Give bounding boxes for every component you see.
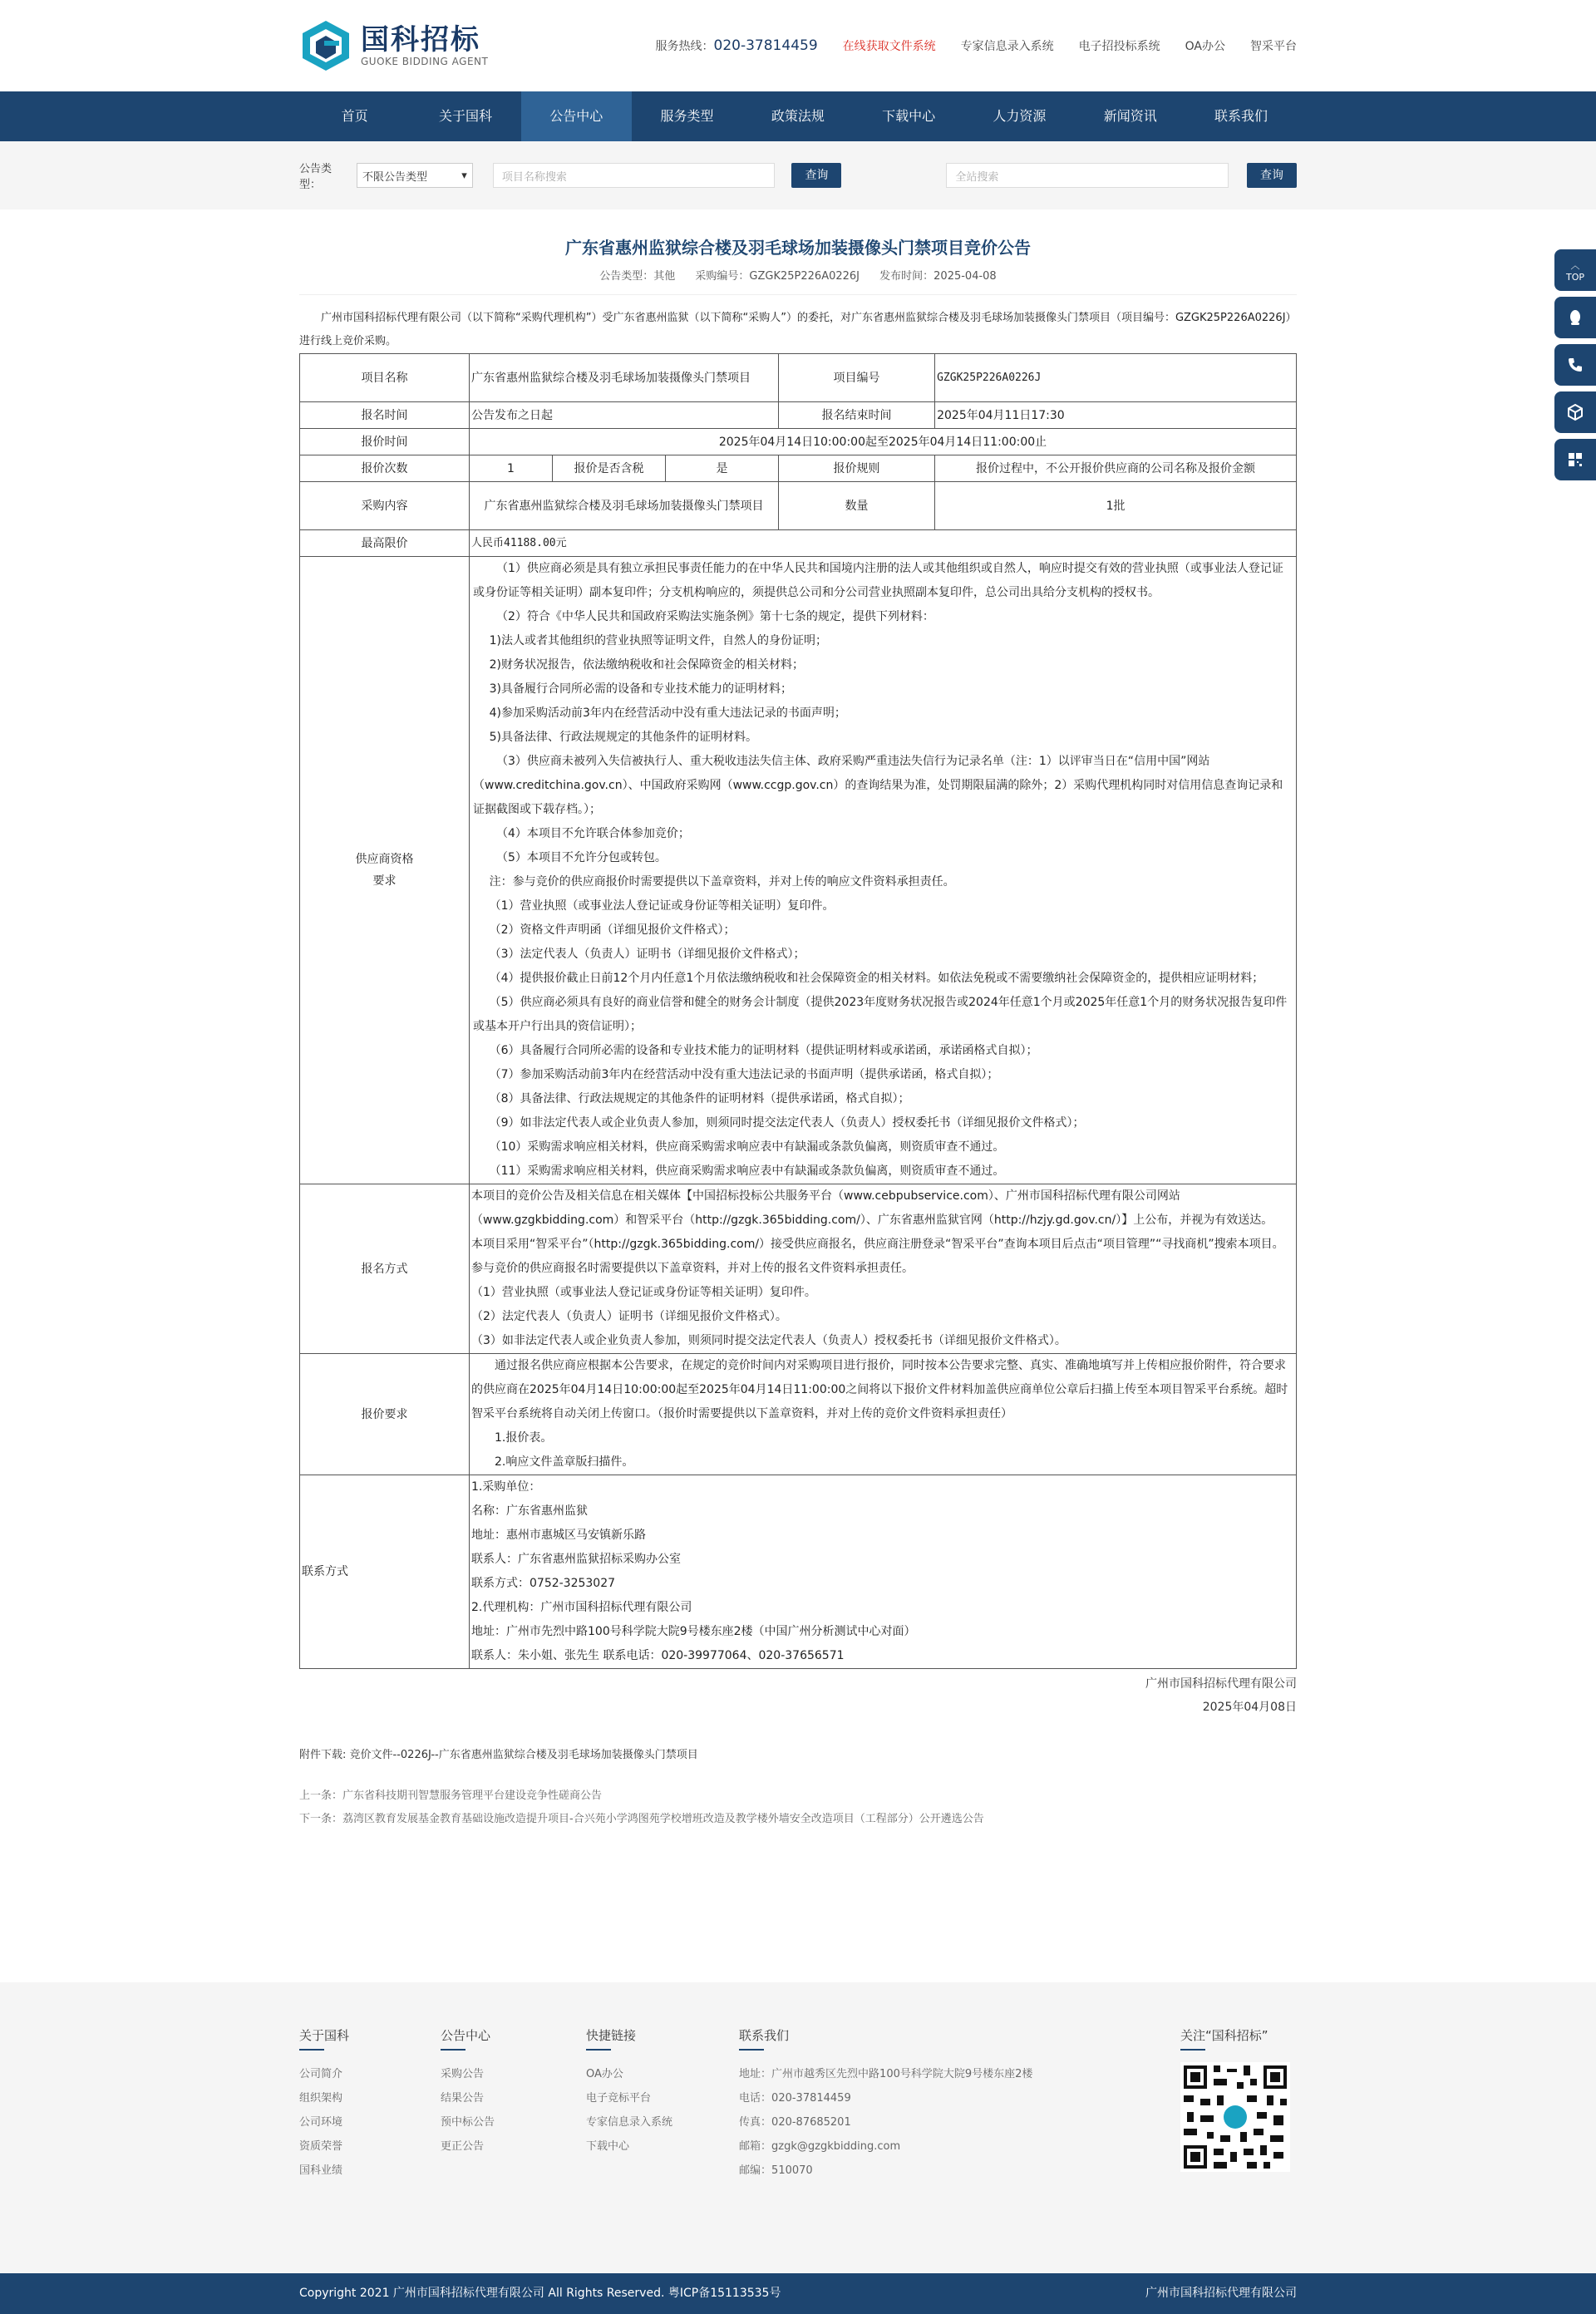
bottom-bar [0,2273,1596,2314]
logo-cn: 国科招标 [361,23,480,57]
contact-line: 2.代理机构：广州市国科招标代理有限公司 [471,1601,692,1614]
req-item: （5）供应商必须具有良好的商业信誉和健全的财务会计制度（提供2023年度财务状况报告或2024年任意1个月或2025年任意1个月的财务状况报告复印件或基本开户行出具的资信证明）； [473,996,1288,1033]
cell-quote-time: 2025年04月14日10:00:00起至2025年04月14日11:00:00止 [470,429,1297,455]
cell-contact-label: 联系方式 [300,1475,470,1669]
link-zhicai[interactable]: 智采平台 [1250,40,1297,53]
link-online-file[interactable]: 在线获取文件系统 [842,40,936,53]
footer-col-notice [441,2026,495,2183]
query-button[interactable]: 查询 [791,163,841,188]
site-search-input[interactable]: 全站搜索 [946,163,1229,188]
project-name-input[interactable]: 项目名称搜索 [493,163,776,188]
attach-file-link[interactable]: 竞价文件--0226J--广东省惠州监狱综合楼及羽毛球场加装摄像头门禁项目 [349,1749,698,1761]
cell-project-name-label: 项目名称 [300,354,470,402]
meta-type: 公告类型：其他 [599,270,676,283]
footer-link[interactable]: 公司环境 [299,2116,343,2129]
req-item: （9）如非法定代表人或企业负责人参加，则须同时提交法定代表人（负责人）授权委托书（详细见报价文件格式）； [489,1116,1085,1130]
signup-method-item: （1）营业执照（或事业法人登记证或身份证等相关证明）复印件。 [471,1286,816,1299]
intro-text: 广州市国科招标代理有限公司（以下简称“采购代理机构”）受广东省惠州监狱（以下简称“采购人”）的委托，对广东省惠州监狱综合楼及羽毛球场加装摄像头门禁项目（项目编号：GZGK25P226A0226J）进行线上竞价采购。 [299,294,1297,353]
meta-date: 发布时间：2025-04-08 [879,270,997,283]
footer-fax: 传真：020-87685201 [739,2116,851,2129]
cell-project-no-label: 项目编号 [779,354,935,402]
req-item: （1）营业执照（或事业法人登记证或身份证等相关证明）复印件。 [489,899,835,913]
req-item: （6）具备履行合同所必需的设备和专业技术能力的证明材料（提供证明材料或承诺函，承诺函格式自拟）； [489,1044,1038,1057]
req-item: （4）本项目不允许联合体参加竞价； [496,827,690,840]
cell-qty-label: 数量 [779,482,935,530]
link-oa[interactable]: OA办公 [1185,40,1225,53]
cell-tax: 是 [666,455,779,482]
req-item: 5)具备法律、行政法规规定的其他条件的证明材料。 [489,731,757,744]
nav-policy[interactable]: 政策法规 [771,108,825,124]
req-item: 注：参与竞价的供应商报价时需要提供以下盖章资料，并对上传的响应文件资料承担责任。 [489,875,955,889]
nav-download[interactable]: 下载中心 [882,108,936,124]
cell-qty: 1批 [935,482,1297,530]
contact-line: 联系方式：0752-3253027 [471,1577,616,1590]
req-item: （3）供应商未被列入失信被执行人、重大税收违法失信主体、政府采购严重违法失信行为记录名单（注：1）以评审当日在“信用中国”网站（www.creditchina.gov.cn）、中国政府采购网（www.ccgp.gov.cn）的查询结果为准，处罚期限届满的除外；2）采购代理机构同时对信用信息查询记录和证据截图或下载存档。）； [473,755,1283,816]
footer-link[interactable]: 资质荣誉 [299,2140,343,2153]
back-to-top-button[interactable] [1554,249,1596,291]
side-toolbar [1554,249,1596,486]
cell-project-no: GZGK25P226A0226J [935,354,1297,402]
cell-content: 广东省惠州监狱综合楼及羽毛球场加装摄像头门禁项目 [470,482,779,530]
cell-signup-time: 公告发布之日起 [470,402,779,429]
quote-req-item: 通过报名供应商应根据本公告要求，在规定的竞价时间内对采购项目进行报价，同时按本公告要求完整、真实、准确地填写并上传相应报价附件，符合要求的供应商在2025年04月14日10:00:00起至2025年04月14日11:00:00之间将以下报价文件材料加盖供应商单位公章后扫描上传至本项目智采平台系统。超时智采平台系统将自动关闭上传窗口。（报价时需要提供以下盖章资料，并对上传的竞价文件资料承担责任） [471,1359,1288,1420]
footer-col-title: 关于国科 [299,2026,349,2051]
footer-col-title: 快捷链接 [586,2026,672,2051]
signup-method-item: 本项目的竞价公告及相关信息在相关媒体【中国招标投标公共服务平台（www.cebpubservice.com）、广州市国科招标代理有限公司网站（www.gzgkbidding.com）和智采平台（http://gzgk.365bidding.com/）、广东省惠州监狱官网（http://hzjy.gd.gov.cn/）】上公布，并视为有效送达。 [471,1189,1273,1227]
req-item: （2）符合《中华人民共和国政府采购法实施条例》第十七条的规定，提供下列材料： [496,610,934,623]
hotline [656,37,818,54]
sign-company: 广州市国科招标代理有限公司 [1145,1677,1297,1691]
nav-news[interactable]: 新闻资讯 [1103,108,1157,124]
nav-about[interactable]: 关于国科 [438,108,492,124]
contact-line: 名称：广东省惠州监狱 [471,1504,588,1518]
req-item: 4)参加采购活动前3年内在经营活动中没有重大违法记录的书面声明； [489,707,846,720]
cell-quote-req-label: 报价要求 [300,1354,470,1475]
nav-contact[interactable]: 联系我们 [1214,108,1268,124]
bottom-company: 广州市国科招标代理有限公司 [1145,2287,1297,2300]
site-query-button[interactable]: 查询 [1247,163,1297,188]
cell-quote-time-label: 报价时间 [300,429,470,455]
type-label: 公告类型： [299,163,332,191]
top-header [0,0,1596,91]
attachment [299,1745,1297,1761]
req-item: （7）参加采购活动前3年内在经营活动中没有重大违法记录的书面声明（提供承诺函，格式自拟）； [489,1068,999,1081]
footer-link[interactable]: 下载中心 [586,2140,630,2153]
cell-signup-method-label: 报名方式 [300,1184,470,1354]
cell-signup-end: 2025年04月11日17:30 [935,402,1297,429]
cube-button[interactable] [1554,391,1596,433]
attach-label: 附件下载: [299,1749,347,1761]
footer-phone: 电话：020-37814459 [739,2092,851,2105]
req-item: （1）供应商必须是具有独立承担民事责任能力的在中华人民共和国境内注册的法人或其他组织或自然人，响应时提交有效的营业执照（或事业法人登记证或身份证等相关证明）副本复印件；分支机构响应的，须提供总公司和分公司营业执照副本复印件，总公司出具给分支机构的授权书。 [473,562,1283,599]
footer-follow [1180,2026,1297,2183]
footer-link[interactable]: 采购公告 [441,2068,485,2080]
meta-no: 采购编号：GZGK25P226A0226J [695,270,860,283]
req-item: （10）采购需求响应相关材料，供应商采购需求响应表中有缺漏或条款负偏离，则资质审查不通过。 [489,1140,1005,1154]
req-item: （11）采购需求响应相关材料，供应商采购需求响应表中有缺漏或条款负偏离，则资质审查不通过。 [489,1164,1005,1178]
contact-line: 联系人：广东省惠州监狱招标采购办公室 [471,1553,681,1566]
hotline-label: 服务热线： [655,40,714,53]
type-select-value: 不限公告类型 [362,170,427,184]
phone-button[interactable] [1554,344,1596,386]
phone-icon [1566,356,1584,374]
footer-col-title: 公告中心 [441,2026,495,2051]
next-link[interactable]: 下一条：荔湾区教育发展基金教育基础设施改造提升项目-合兴苑小学鸿图苑学校增班改造及教学楼外墙安全改造项目（工程部分）公开遴选公告 [299,1813,984,1825]
signature [299,1672,1297,1719]
prev-link[interactable]: 上一条：广东省科技期刊智慧服务管理平台建设竞争性磋商公告 [299,1790,603,1802]
footer-col-quick [586,2026,672,2183]
cell-quote-req [470,1354,1297,1475]
cell-req-label [300,557,470,1184]
cell-content-label: 采购内容 [300,482,470,530]
nav-home[interactable]: 首页 [341,108,368,124]
qq-icon [1566,308,1584,327]
cell-signup-end-label: 报名结束时间 [779,402,935,429]
qq-button[interactable] [1554,297,1596,338]
footer-link[interactable]: 电子竞标平台 [586,2092,652,2105]
cell-signup-time-label: 报名时间 [300,402,470,429]
cell-max-label: 最高限价 [300,530,470,557]
cell-max: 人民币41188.00元 [470,530,1297,557]
logo-en: GUOKE BIDDING AGENT [361,56,489,67]
footer-col-contact [739,2026,1032,2183]
footer [0,1982,1596,2273]
req-item: （8）具备法律、行政法规规定的其他条件的证明材料（提供承诺函，格式自拟）； [489,1092,910,1105]
req-item: 1)法人或者其他组织的营业执照等证明文件，自然人的身份证明； [489,634,827,647]
footer-link[interactable]: 预中标公告 [441,2116,495,2129]
req-label-1: 供应商资格 [355,853,414,866]
article-meta [299,267,1297,283]
sign-date: 2025年04月08日 [1202,1701,1297,1714]
nav-notice-center[interactable]: 公告中心 [521,91,632,141]
footer-link[interactable]: 更正公告 [441,2140,485,2153]
search-bar [0,141,1596,209]
cell-quote-count: 1 [470,455,553,482]
cell-signup-method [470,1184,1297,1354]
arrow-up-icon: ︿ [1570,259,1580,271]
nav-hr[interactable]: 人力资源 [993,108,1047,124]
footer-zip: 邮编：510070 [739,2164,813,2177]
nav-services[interactable]: 服务类型 [660,108,714,124]
copyright: Copyright 2021 广州市国科招标代理有限公司 All Rights Reserved. 粤ICP备15113535号 [299,2287,781,2300]
req-item: （4）提供报价截止日前12个月内任意1个月依法缴纳税收和社会保障资金的相关材料。如依法免税或不需要缴纳社会保障资金的，提供相应证明材料； [489,972,1264,985]
req-label-2: 要求 [372,874,397,888]
hotline-number: 020-37814459 [713,37,818,54]
footer-link[interactable]: 国科业绩 [299,2164,343,2177]
qrcode-graphic [1180,2062,1290,2172]
qrcode-icon [1566,450,1584,469]
footer-col-title: 关注“国科招标” [1180,2026,1297,2051]
qrcode-image [1180,2062,1290,2172]
footer-link[interactable]: 组织架构 [299,2092,343,2105]
article [299,234,1297,1831]
contact-line: 1.采购单位： [471,1480,541,1494]
prev-next [299,1785,1297,1831]
cube-icon [1566,403,1584,421]
req-item: 3)具备履行合同所必需的设备和专业技术能力的证明材料； [489,682,792,696]
cell-tax-label: 报价是否含税 [553,455,666,482]
footer-link[interactable]: 专家信息录入系统 [586,2116,673,2129]
cell-req [470,557,1297,1184]
signup-method-item: （2）法定代表人（负责人）证明书（详细见报价文件格式）。 [471,1310,787,1323]
footer-col-title: 联系我们 [739,2026,1032,2051]
qrcode-button[interactable] [1554,439,1596,480]
req-item: （3）法定代表人（负责人）证明书（详细见报价文件格式）； [489,948,805,961]
req-item: （2）资格文件声明函（详细见报价文件格式）； [489,923,736,937]
footer-email: 邮箱：gzgk@gzgkbidding.com [739,2140,901,2153]
cell-quote-count-label: 报价次数 [300,455,470,482]
footer-link[interactable]: 公司简介 [299,2068,343,2080]
info-table [299,353,1297,1669]
footer-col-about [299,2026,349,2183]
top-label: TOP [1565,271,1584,283]
footer-address: 地址：广州市越秀区先烈中路100号科学院大院9号楼东座2楼 [739,2068,1033,2080]
quote-req-item: 1.报价表。 [495,1431,553,1445]
link-e-bidding[interactable]: 电子招投标系统 [1078,40,1160,53]
logo-hex-icon [299,19,352,72]
footer-link[interactable]: OA办公 [586,2068,623,2080]
contact-line: 联系人：朱小姐、张先生 联系电话：020-39977064、020-37656571 [471,1649,845,1662]
cell-project-name: 广东省惠州监狱综合楼及羽毛球场加装摄像头门禁项目 [470,354,779,402]
footer-link[interactable]: 结果公告 [441,2092,485,2105]
contact-line: 地址：惠州市惠城区马安镇新乐路 [471,1529,646,1542]
logo[interactable] [299,19,488,72]
contact-line: 地址：广州市先烈中路100号科学院大院9号楼东座2楼（中国广州分析测试中心对面） [471,1625,916,1638]
chevron-down-icon: ▾ [461,169,467,182]
cell-contact [470,1475,1297,1669]
signup-method-item: （3）如非法定代表人或企业负责人参加，则须同时提交法定代表人（负责人）授权委托书（详细见报价文件格式）。 [471,1334,1066,1347]
cell-rule-label: 报价规则 [779,455,935,482]
req-item: （5）本项目不允许分包或转包。 [496,851,667,864]
link-expert-system[interactable]: 专家信息录入系统 [960,40,1054,53]
signup-method-item: 本项目采用“智采平台”（http://gzgk.365bidding.com/）接受供应商报名，供应商注册登录“智采平台”查询本项目后点击“项目管理”“寻找商机”搜索本项目。参与竞价的供应商报名时需要提供以下盖章资料，并对上传的报名文件资料承担责任。 [471,1238,1284,1275]
type-select[interactable] [357,163,473,188]
main-nav [0,91,1596,141]
cell-rule: 报价过程中，不公开报价供应商的公司名称及报价金额 [935,455,1297,482]
quote-req-item: 2.响应文件盖章版扫描件。 [495,1455,634,1469]
req-item: 2)财务状况报告，依法缴纳税收和社会保障资金的相关材料； [489,658,804,672]
page-title: 广东省惠州监狱综合楼及羽毛球场加装摄像头门禁项目竞价公告 [565,238,1031,258]
